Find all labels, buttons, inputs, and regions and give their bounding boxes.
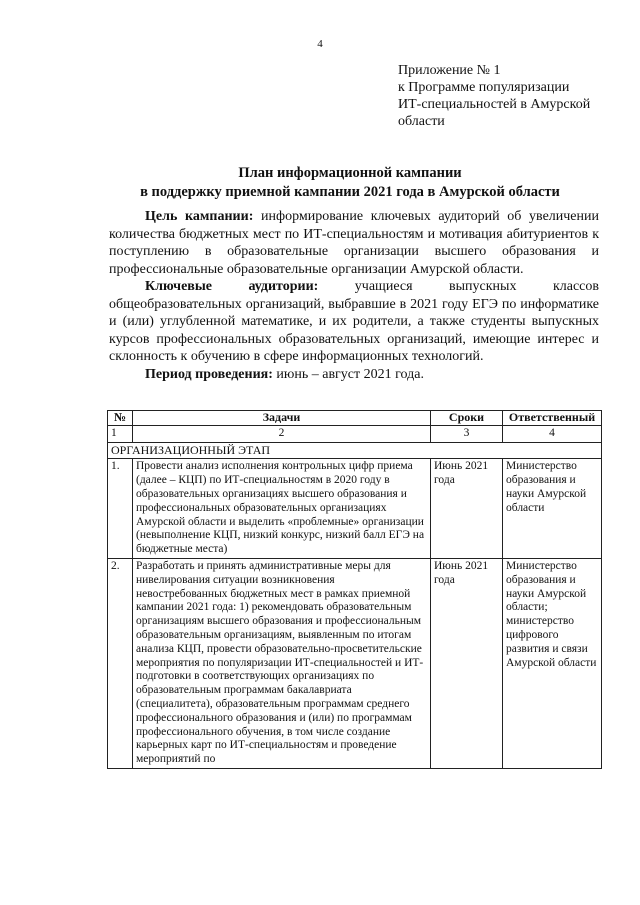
audience-text: учащиеся выпускных классов общеобразовательных организаций, выбравшие в 2021 году ЕГЭ по информатике и (или) углубленной математике, и их родители, а также студенты выпускных курсов профессиональных образовательных организаций, имеющие интерес и склонность к обучению в сфере информационных технологий. — [109, 279, 599, 364]
stage-row — [108, 442, 602, 459]
column-index: 3 — [431, 425, 503, 442]
plan-table — [107, 410, 602, 769]
audience-paragraph — [109, 278, 599, 366]
column-index: 4 — [503, 425, 602, 442]
table-row — [108, 459, 602, 559]
row-term: Июнь 2021 года — [431, 459, 503, 559]
appendix-reference — [398, 62, 628, 130]
document-title — [100, 164, 600, 202]
header-terms: Сроки — [431, 411, 503, 426]
header-responsible: Ответственный — [503, 411, 602, 426]
goal-text: информирование ключевых аудиторий об увеличении количества бюджетных мест по ИТ-специальностям и мотивация абитуриентов к поступлению в образовательные организации высшего образования и профессиональные образовательные организации Амурской области. — [109, 209, 599, 277]
title-line-1: План информационной кампании — [238, 165, 462, 181]
row-task: Провести анализ исполнения контрольных цифр приема (далее – КЦП) по ИТ-специальностям в 2020 году в образовательных организациях высшего образования и профессиональных образовательных организациях Амурской области и выделить «проблемные» организации (невыполнение КЦП, низкий конкурс, низкий балл ЕГЭ на бюджетные места) — [133, 459, 431, 559]
title-line-2: в поддержку приемной кампании 2021 года в Амурской области — [140, 184, 560, 200]
row-number: 2. — [108, 558, 133, 768]
row-task: Разработать и принять административные меры для нивелирования ситуации возникновения невостребованных бюджетных мест в рамках приемной кампании 2021 года: 1) рекомендовать образовательным организациям высшего образования и профессиональным образовательным организациям, выявленным по итогам анализа КЦП, провести образовательно-просветительские мероприятия по популяризации ИТ-специальностей и ИТ-подготовки в соответствующих организациях по образовательным программам бакалавриата (специалитета), образовательным программам среднего профессионального образования и (или) по программам профессионального обучения, в том числе создание карьерных карт по ИТ-специальностям и проведение мероприятий по — [133, 558, 431, 768]
goal-label: Цель кампании: — [145, 209, 254, 224]
row-responsible: Министерство образования и науки Амурской области — [503, 459, 602, 559]
audience-label: Ключевые аудитории: — [145, 279, 319, 294]
table-row — [108, 558, 602, 768]
row-term: Июнь 2021 года — [431, 558, 503, 768]
row-responsible: Министерство образования и науки Амурской области; министерство цифрового развития и связи Амурской области — [503, 558, 602, 768]
header-tasks: Задачи — [133, 411, 431, 426]
appendix-line: области — [398, 114, 445, 129]
table-header-row — [108, 411, 602, 426]
document-body — [109, 208, 599, 383]
appendix-line: к Программе популяризации — [398, 80, 570, 95]
goal-paragraph — [109, 208, 599, 278]
period-paragraph — [109, 366, 599, 384]
stage-title: ОРГАНИЗАЦИОННЫЙ ЭТАП — [108, 442, 602, 459]
period-label: Период проведения: — [145, 366, 273, 382]
row-number: 1. — [108, 459, 133, 559]
column-index: 2 — [133, 425, 431, 442]
appendix-line: ИТ-специальностей в Амурской — [398, 97, 591, 112]
column-index: 1 — [108, 425, 133, 442]
page-number: 4 — [317, 38, 323, 50]
column-number-row — [108, 425, 602, 442]
period-text: июнь – август 2021 года. — [272, 366, 424, 382]
header-number: № — [108, 411, 133, 426]
appendix-line: Приложение № 1 — [398, 63, 501, 78]
